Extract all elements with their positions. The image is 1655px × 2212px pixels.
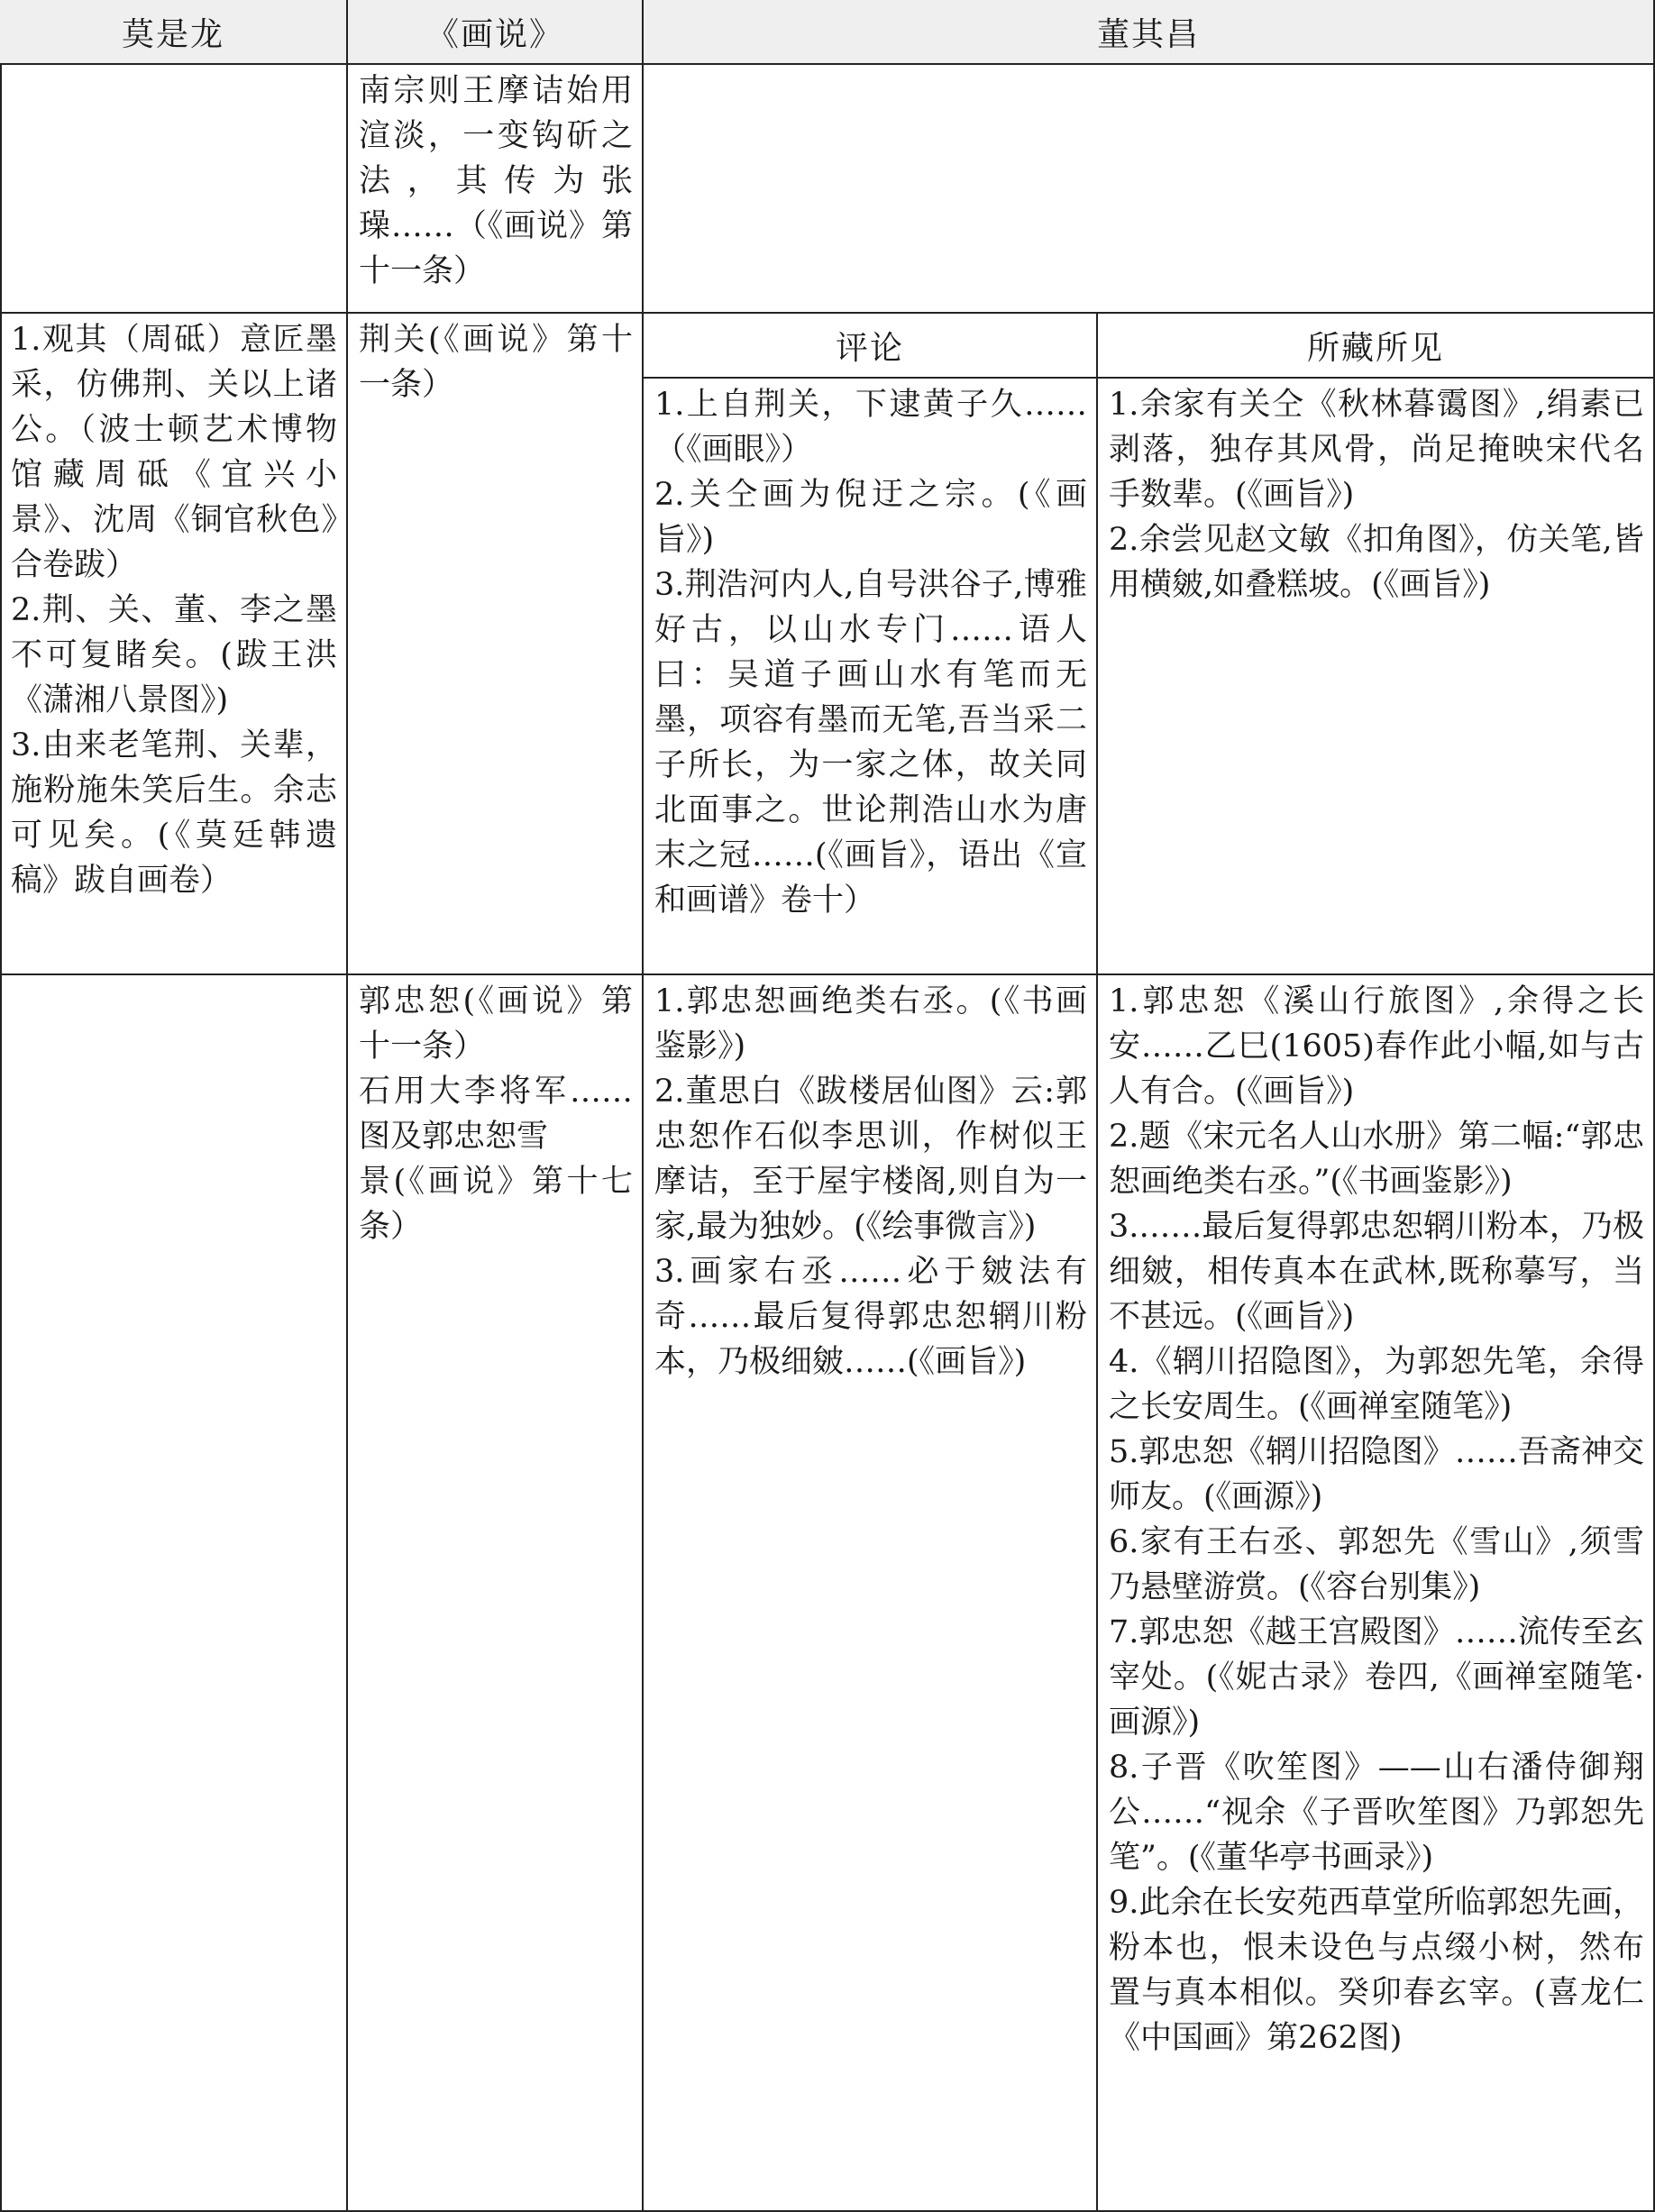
row2-collection-entry-1: 1.余家有关仝《秋林暮霭图》,绢素已剥落，独存其风骨，尚足掩映宋代名手数辈。(《画旨》) bbox=[1109, 387, 1644, 513]
header-huashuo-text: 《画说》 bbox=[425, 15, 563, 53]
row3-comment-entry-2: 2.董思白《跋楼居仙图》云:郭忠恕作石似李思训，作树似王摩诘，至于屋宇楼阁,则自为一家,最为独妙。(《绘事微言》) bbox=[654, 1074, 1087, 1245]
row2-huashuo-text: 荆关(《画说》第十一条） bbox=[359, 322, 633, 403]
row2-comment-entry-1: 1.上自荆关，下逮黄子久……（《画眼》） bbox=[654, 387, 1087, 468]
header-mo-shilong-text: 莫是龙 bbox=[121, 15, 224, 53]
row3-collection-entry-3: 3.……最后复得郭忠恕辋川粉本，乃极细皴，相传真本在武林,既称摹写，当不甚远。(《画旨》) bbox=[1109, 1209, 1644, 1335]
subheader-comment bbox=[644, 314, 1098, 379]
row3-collection-entry-9: 9.此余在长安苑西草堂所临郭恕先画，粉本也，恨未设色与点缀小树，然布置与真本相似。癸卯春玄宰。(喜龙仁《中国画》第262图) bbox=[1109, 1885, 1644, 2056]
row3-collection-entry-4: 4.《辋川招隐图》，为郭恕先笔，余得之长安周生。(《画禅室随笔》) bbox=[1109, 1344, 1644, 1425]
header-dong-qichang-text: 董其昌 bbox=[1096, 15, 1200, 53]
row3-collection-entry-2: 2.题《宋元名人山水册》第二幅:“郭忠恕画绝类右丞。”(《书画鉴影》) bbox=[1109, 1119, 1644, 1200]
row3-mo-shilong-cell bbox=[0, 975, 348, 2212]
row2-mo-entry-1: 1.观其（周砥）意匠墨采，仿佛荆、关以上诸公。（波士顿艺术博物馆藏周砥《宜兴小景》、沈周《铜官秋色》合卷跋） bbox=[11, 322, 337, 583]
row3-collection-entry-7: 7.郭忠恕《越王宫殿图》……流传至玄宰处。(《妮古录》卷四,《画禅室随笔·画源》) bbox=[1109, 1614, 1644, 1741]
row3-collection-cell bbox=[1098, 975, 1655, 2212]
row3-collection-entry-1: 1.郭忠恕《溪山行旅图》,余得之长安……乙巳(1605)春作此小幅,如与古人有合。(《画旨》) bbox=[1109, 983, 1644, 1110]
header-mo-shilong bbox=[0, 0, 348, 65]
row2-mo-entry-2: 2.荆、关、董、李之墨不可复睹矣。(跋王洪《潇湘八景图》) bbox=[11, 592, 337, 718]
row3-collection-entry-5: 5.郭忠恕《辋川招隐图》……吾斋神交师友。(《画源》) bbox=[1109, 1434, 1644, 1515]
row2-comment-cell bbox=[644, 379, 1098, 975]
row2-collection-entry-2: 2.余尝见赵文敏《扣角图》，仿关笔,皆用横皴,如叠糕坡。(《画旨》) bbox=[1109, 522, 1644, 603]
row1-dong-qichang-cell bbox=[644, 65, 1655, 314]
header-huashuo bbox=[348, 0, 644, 65]
row2-comment-entry-3: 3.荆浩河内人,自号洪谷子,博雅好古，以山水专门……语人曰：吴道子画山水有笔而无墨，项容有墨而无笔,吾当采二子所长，为一家之体，故关同北面事之。世论荆浩山水为唐末之冠……(《画旨》，语出《宣和画谱》卷十） bbox=[654, 567, 1087, 919]
row3-comment-entry-1: 1.郭忠恕画绝类右丞。(《书画鉴影》) bbox=[654, 983, 1087, 1065]
row2-mo-entry-3: 3.由来老笔荆、关辈，施粉施朱笑后生。余志可见矣。(《莫廷韩遗稿》跋自画卷） bbox=[11, 727, 337, 899]
row2-mo-shilong-cell bbox=[0, 314, 348, 975]
row1-huashuo-cell bbox=[348, 65, 644, 314]
row3-collection-entry-6: 6.家有王右丞、郭恕先《雪山》,须雪乃悬壁游赏。(《容台别集》) bbox=[1109, 1524, 1644, 1605]
row3-huashuo-cell bbox=[348, 975, 644, 2212]
row3-huashuo-line-3: 景(《画说》第十七条） bbox=[359, 1164, 633, 1245]
row1-mo-shilong-cell bbox=[0, 65, 348, 314]
row3-comment-entry-3: 3.画家右丞……必于皴法有奇……最后复得郭忠恕辋川粉本，乃极细皴……(《画旨》) bbox=[654, 1254, 1087, 1380]
row3-collection-entry-8: 8.子晋《吹笙图》——山右潘侍御翔公……“视余《子晋吹笙图》乃郭恕先笔”。(《董华亭书画录》) bbox=[1109, 1750, 1644, 1876]
subheader-comment-text: 评论 bbox=[835, 329, 904, 367]
row3-comment-cell bbox=[644, 975, 1098, 2212]
row1-huashuo-text: 南宗则王摩诘始用渲淡，一变钩斫之法，其传为张璪……（《画说》第十一条） bbox=[359, 73, 633, 289]
subheader-collection-text: 所藏所见 bbox=[1306, 329, 1444, 367]
header-dong-qichang bbox=[644, 0, 1655, 65]
row3-huashuo-line-2: 石用大李将军……图及郭忠恕雪 bbox=[359, 1074, 633, 1155]
row3-huashuo-line-1: 郭忠恕(《画说》第十一条） bbox=[359, 983, 633, 1065]
row2-huashuo-cell bbox=[348, 314, 644, 975]
row2-comment-entry-2: 2.关仝画为倪迂之宗。(《画旨》) bbox=[654, 477, 1087, 558]
subheader-collection bbox=[1098, 314, 1655, 379]
row2-collection-cell bbox=[1098, 379, 1655, 975]
